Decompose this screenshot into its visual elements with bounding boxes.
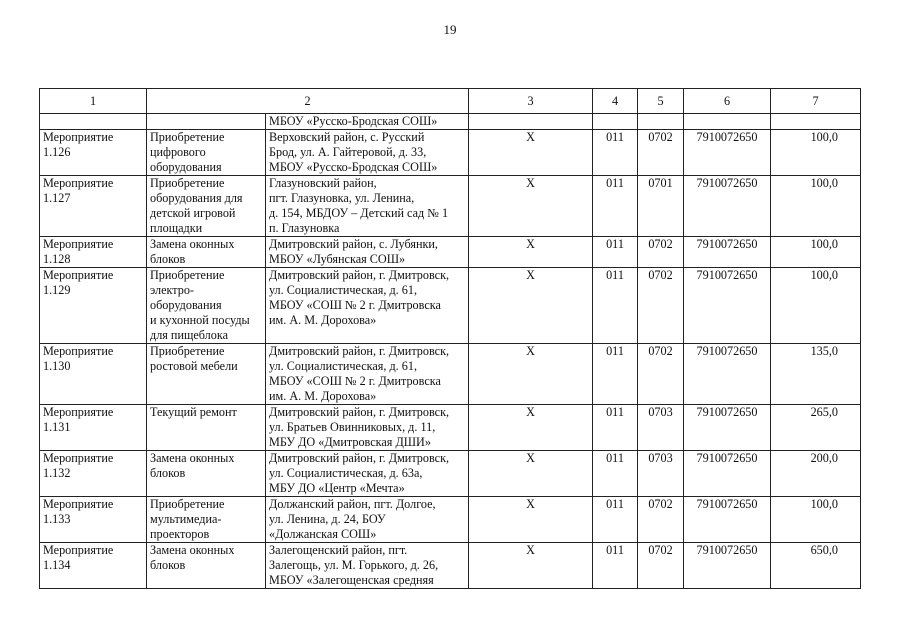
- address-cell: Дмитровский район, г. Дмитровск, ул. Социалистическая, д. 61, МБОУ «СОШ № 2 г. Дмитровска им. А. М. Дорохова»: [266, 344, 469, 405]
- event-cell: Мероприятие 1.126: [40, 130, 147, 176]
- section-cell: 0702: [638, 237, 684, 268]
- table-row: [40, 268, 861, 344]
- code-cell: 011: [593, 130, 638, 176]
- mark-cell: Х: [469, 237, 593, 268]
- section-cell: 0702: [638, 130, 684, 176]
- target-cell: 7910072650: [684, 130, 771, 176]
- amount-cell: 100,0: [771, 497, 861, 543]
- table-row: [40, 543, 861, 589]
- address-cell: Дмитровский район, г. Дмитровск, ул. Социалистическая, д. 61, МБОУ «СОШ № 2 г. Дмитровска им. А. М. Дорохова»: [266, 268, 469, 344]
- name-cell: Замена оконных блоков: [147, 451, 266, 497]
- cont-event-cell: [40, 114, 147, 130]
- mark-cell: Х: [469, 176, 593, 237]
- table-row: [40, 130, 861, 176]
- address-cell: Глазуновский район, пгт. Глазуновка, ул. Ленина, д. 154, МБДОУ – Детский сад № 1 п. Глазуновка: [266, 176, 469, 237]
- event-cell: Мероприятие 1.128: [40, 237, 147, 268]
- table-row: [40, 344, 861, 405]
- section-cell: 0702: [638, 268, 684, 344]
- table-row: [40, 237, 861, 268]
- amount-cell: 135,0: [771, 344, 861, 405]
- code-cell: 011: [593, 237, 638, 268]
- section-cell: 0701: [638, 176, 684, 237]
- cont-address-cell: МБОУ «Русско-Бродская СОШ»: [266, 114, 469, 130]
- mark-cell: Х: [469, 543, 593, 589]
- name-cell: Приобретение цифрового оборудования: [147, 130, 266, 176]
- header-col-5: 5: [638, 89, 684, 114]
- table-row: [40, 405, 861, 451]
- address-cell: Верховский район, с. Русский Брод, ул. А. Гайтеровой, д. 33, МБОУ «Русско-Бродская СОШ»: [266, 130, 469, 176]
- cont-code-cell: [593, 114, 638, 130]
- budget-table: [39, 88, 861, 589]
- amount-cell: 200,0: [771, 451, 861, 497]
- target-cell: 7910072650: [684, 543, 771, 589]
- event-cell: Мероприятие 1.132: [40, 451, 147, 497]
- code-cell: 011: [593, 176, 638, 237]
- name-cell: Приобретение ростовой мебели: [147, 344, 266, 405]
- address-cell: Дмитровский район, с. Лубянки, МБОУ «Лубянская СОШ»: [266, 237, 469, 268]
- event-cell: Мероприятие 1.134: [40, 543, 147, 589]
- amount-cell: 100,0: [771, 130, 861, 176]
- cont-section-cell: [638, 114, 684, 130]
- target-cell: 7910072650: [684, 176, 771, 237]
- header-col-6: 6: [684, 89, 771, 114]
- mark-cell: Х: [469, 497, 593, 543]
- section-cell: 0702: [638, 543, 684, 589]
- name-cell: Приобретение мультимедиа- проекторов: [147, 497, 266, 543]
- cont-target-cell: [684, 114, 771, 130]
- code-cell: 011: [593, 405, 638, 451]
- code-cell: 011: [593, 497, 638, 543]
- amount-cell: 100,0: [771, 237, 861, 268]
- target-cell: 7910072650: [684, 451, 771, 497]
- amount-cell: 100,0: [771, 176, 861, 237]
- code-cell: 011: [593, 451, 638, 497]
- header-col-4: 4: [593, 89, 638, 114]
- name-cell: Текущий ремонт: [147, 405, 266, 451]
- section-cell: 0702: [638, 344, 684, 405]
- name-cell: Приобретение электро- оборудования и кухонной посуды для пищеблока: [147, 268, 266, 344]
- code-cell: 011: [593, 543, 638, 589]
- table-row: [40, 497, 861, 543]
- header-col-2: 2: [147, 89, 469, 114]
- name-cell: Замена оконных блоков: [147, 543, 266, 589]
- table-row: [40, 451, 861, 497]
- event-cell: Мероприятие 1.133: [40, 497, 147, 543]
- header-col-7: 7: [771, 89, 861, 114]
- target-cell: 7910072650: [684, 344, 771, 405]
- address-cell: Залегощенский район, пгт. Залегощь, ул. М. Горького, д. 26, МБОУ «Залегощенская средняя: [266, 543, 469, 589]
- target-cell: 7910072650: [684, 405, 771, 451]
- amount-cell: 265,0: [771, 405, 861, 451]
- mark-cell: Х: [469, 451, 593, 497]
- address-cell: Дмитровский район, г. Дмитровск, ул. Социалистическая, д. 63а, МБУ ДО «Центр «Мечта»: [266, 451, 469, 497]
- target-cell: 7910072650: [684, 497, 771, 543]
- mark-cell: Х: [469, 405, 593, 451]
- amount-cell: 650,0: [771, 543, 861, 589]
- address-cell: Должанский район, пгт. Долгое, ул. Ленина, д. 24, БОУ «Должанская СОШ»: [266, 497, 469, 543]
- code-cell: 011: [593, 268, 638, 344]
- mark-cell: Х: [469, 344, 593, 405]
- mark-cell: Х: [469, 130, 593, 176]
- address-cell: Дмитровский район, г. Дмитровск, ул. Братьев Овинниковых, д. 11, МБУ ДО «Дмитровская ДШИ»: [266, 405, 469, 451]
- target-cell: 7910072650: [684, 237, 771, 268]
- mark-cell: Х: [469, 268, 593, 344]
- event-cell: Мероприятие 1.130: [40, 344, 147, 405]
- target-cell: 7910072650: [684, 268, 771, 344]
- header-row: [40, 89, 861, 114]
- name-cell: Замена оконных блоков: [147, 237, 266, 268]
- continuation-row: [40, 114, 861, 130]
- header-col-1: 1: [40, 89, 147, 114]
- amount-cell: 100,0: [771, 268, 861, 344]
- section-cell: 0703: [638, 451, 684, 497]
- table-row: [40, 176, 861, 237]
- event-cell: Мероприятие 1.127: [40, 176, 147, 237]
- header-col-3: 3: [469, 89, 593, 114]
- section-cell: 0703: [638, 405, 684, 451]
- name-cell: Приобретение оборудования для детской игровой площадки: [147, 176, 266, 237]
- cont-mark-cell: [469, 114, 593, 130]
- event-cell: Мероприятие 1.129: [40, 268, 147, 344]
- event-cell: Мероприятие 1.131: [40, 405, 147, 451]
- cont-amount-cell: [771, 114, 861, 130]
- code-cell: 011: [593, 344, 638, 405]
- cont-name-cell: [147, 114, 266, 130]
- section-cell: 0702: [638, 497, 684, 543]
- page-number: 19: [443, 22, 457, 37]
